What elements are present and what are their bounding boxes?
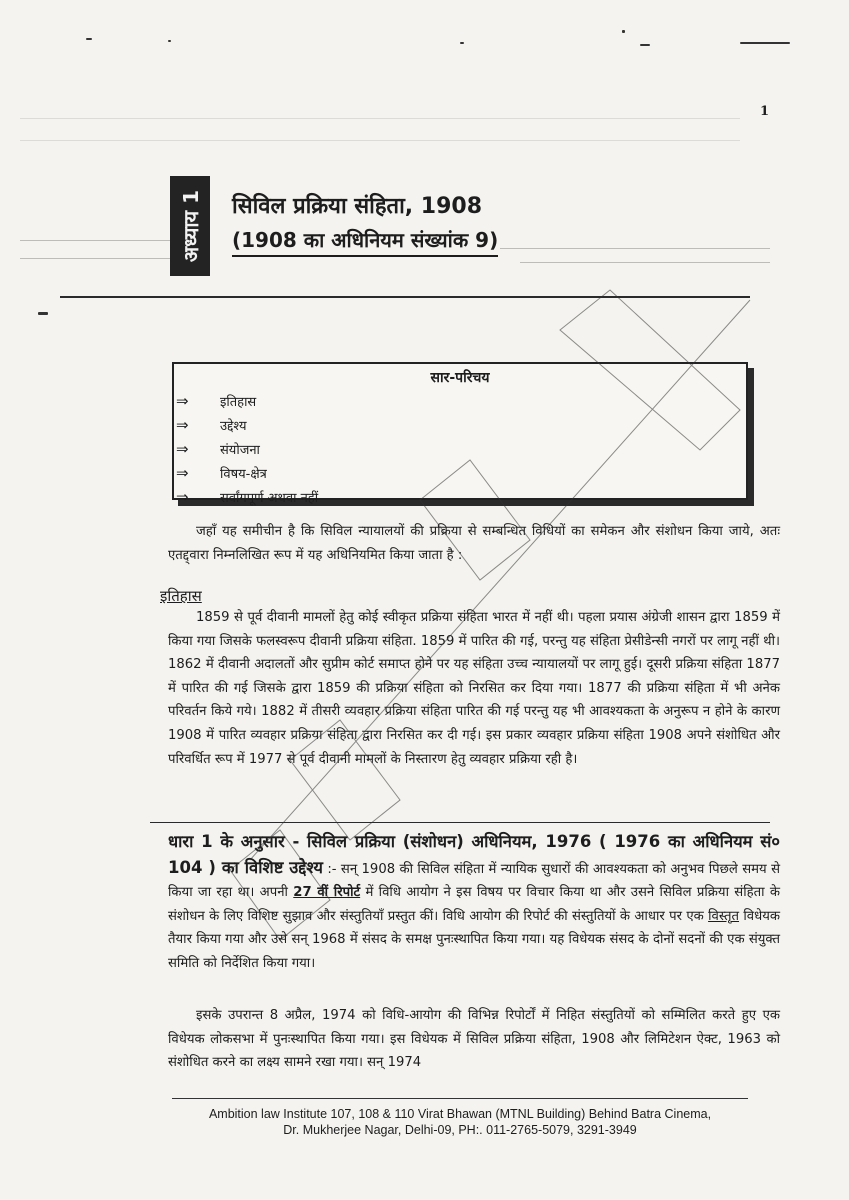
page-number: 1: [760, 104, 770, 119]
footer-address: Ambition law Institute 107, 108 & 110 Virat Bhawan (MTNL Building) Behind Batra Cinema,: [208, 1107, 712, 1121]
arrow-icon: ⇒: [176, 464, 189, 482]
section1-report-ref: 27 वीं रिपोर्ट: [293, 885, 361, 901]
arrow-icon: ⇒: [176, 488, 189, 506]
summary-item-label: उद्देश्य: [220, 419, 247, 434]
summary-item-label: संयोजना: [220, 443, 260, 458]
summary-heading: सार-परिचय: [430, 370, 490, 386]
page-title: सिविल प्रक्रिया संहिता, 1908: [232, 194, 483, 219]
section1-text-a: :- सन् 1908 की सिविल संहिता में न्यायिक सुधारों की आवश्यकता को अनुभव पिछले समय से किया जा रहा था। अपनी: [168, 861, 780, 901]
preamble: जहाँ यह समीचीन है कि सिविल न्यायालयों की प्रक्रिया से सम्बन्धित विधियों का समेकन और संशोधन किया जाये, अतः एतद्द्वारा निम्नलिखित रूप में यह अधिनियमित किया जाता है :: [168, 524, 780, 563]
arrow-icon: ⇒: [176, 416, 189, 434]
history-paragraph: 1859 से पूर्व दीवानी मामलों हेतु कोई स्वीकृत प्रक्रिया संहिता भारत में नहीं थी। पहला प्रयास अंग्रेजी शासन द्वारा 1859 में किया गया जिसके फलस्वरूप दीवानी प्रक्रिया संहिता. 1859 में पारित की गई, परन्तु यह संहिता प्रेसीडेन्सी नगरों पर लागू नहीं थी। 1862 में दीवानी अदालतों और सुप्रीम कोर्ट समाप्त होने पर यह संहिता उच्च न्यायालयों पर लागू हुई। दूसरी प्रक्रिया संहिता 1877 में पारित की गई जिसके द्वारा 1859 की प्रक्रिया संहिता को निरसित कर दिया गया। 1877 की प्रक्रिया संहिता में भी अनेक परिवर्तन किये गये। 1882 में तीसरी व्यवहार प्रक्रिया संहिता पारित की गई परन्तु यह भी आवश्यकता के अनुरूप न होने के कारण 1908 में पारित व्यवहार प्रक्रिया संहिता द्वारा निरसित कर दी गई। इस प्रकार व्यवहार प्रक्रिया संहिता 1908 अपने संशोधित और परिवर्धित रूप में 1977 से पूर्व दीवानी मामलों के निस्तारण हेतु व्यवहार प्रक्रिया रही है।: [168, 610, 780, 767]
arrow-icon: ⇒: [176, 392, 189, 410]
closing-paragraph: इसके उपरान्त 8 अप्रैल, 1974 को विधि-आयोग की विभिन्न रिपोर्टों में निहित संस्तुतियों को सम्मिलित करते हुए एक विधेयक लोकसभा में पुनःस्थापित किया गया। इस विधेयक में सिविल प्रक्रिया संहिता, 1908 और लिमिटेशन ऐक्ट, 1963 को संशोधित करने का लक्ष्य सामने रखा गया। सन् 1974: [168, 1008, 780, 1071]
section1-text-b: में विधि आयोग ने इस विषय पर विचार किया था और उसने सिविल प्रक्रिया संहिता के संशोधन के लिए विशिष्ट सुझाव और संस्तुतियाँ प्रस्तुत कीं। विधि आयोग की रिपोर्ट की संस्तुतियों के आधार पर एक: [168, 885, 780, 924]
section1-vistrit: विस्तृत: [708, 908, 740, 924]
history-heading: इतिहास: [160, 587, 202, 605]
footer-contact: Dr. Mukherjee Nagar, Delhi-09, PH:. 011-2765-5079, 3291-3949: [283, 1123, 637, 1137]
summary-item-label: सर्वांगपूर्ण अथवा नहीं: [220, 491, 319, 506]
chapter-label: अध्याय 1: [178, 189, 203, 263]
summary-item-label: विषय-क्षेत्र: [220, 467, 267, 482]
summary-item-label: इतिहास: [220, 395, 257, 410]
arrow-icon: ⇒: [176, 440, 189, 458]
page-subtitle: (1908 का अधिनियम संख्यांक 9): [232, 226, 498, 257]
section1-text-c: विधेयक तैयार किया गया और उसे सन् 1968 में संसद के समक्ष पुनःस्थापित किया गया। यह विधेयक संसद के दोनों सदनों की एक संयुक्त समिति को निर्देशित किया गया।: [168, 908, 780, 971]
section1-lead: धारा 1 के अनुसार - सिविल प्रक्रिया (संशोधन) अधिनियम, 1976 ( 1976 का अधिनियम सं० 104 ) का विशिष्ट उद्देश्य: [168, 832, 780, 877]
